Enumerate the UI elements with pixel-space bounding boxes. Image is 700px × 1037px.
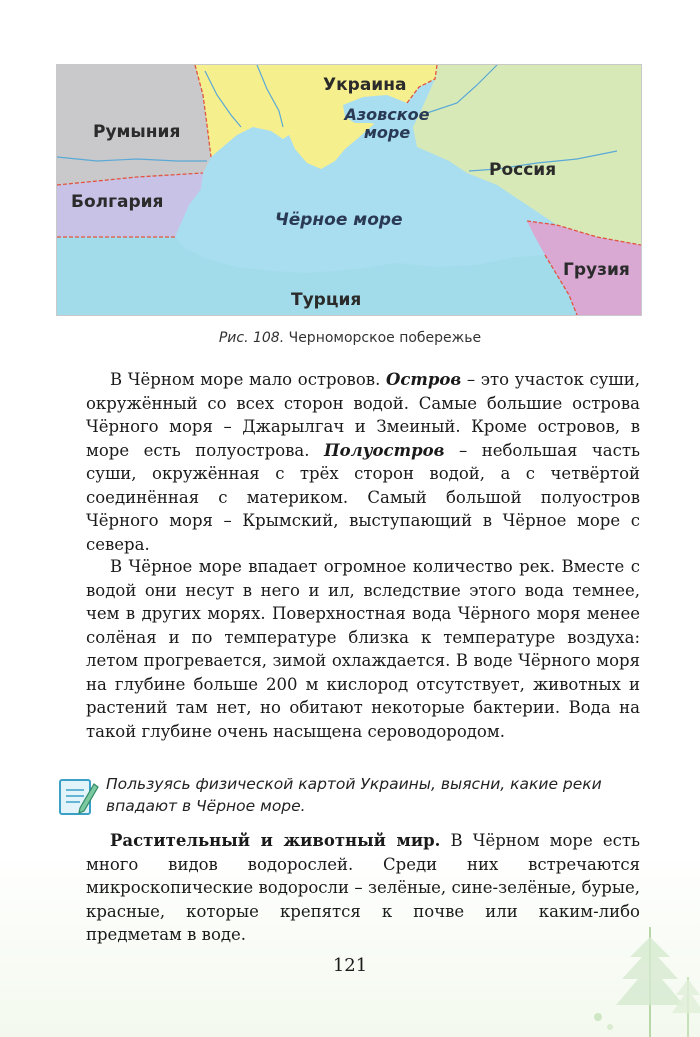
task-text: Пользуясь физической картой Украины, выясни, какие реки впадают в Чёрное море. [106, 775, 602, 815]
term-island: Остров [385, 370, 462, 389]
section-heading: Растительный и животный мир. [110, 831, 441, 850]
p1-text-3: – небольшая часть суши, окружённая с трёх сторон водой, а с четвёртой соединённая с материком. Самый большой полуостров Чёрного моря – Крымский, выступающий в Чёрное море с севера. [86, 440, 640, 554]
label-georgia: Грузия [563, 260, 630, 280]
pencil-notebook-icon [58, 776, 100, 818]
figure-caption [0, 330, 700, 346]
paragraph-islands [86, 368, 640, 556]
page-number: 121 [332, 955, 368, 976]
paragraph-3 [86, 829, 640, 947]
label-azov-line1: Азовское [344, 105, 430, 124]
label-bulgaria: Болгария [71, 192, 164, 212]
label-turkey: Турция [291, 290, 362, 310]
label-romania: Румыния [93, 122, 181, 142]
paragraph-flora-fauna [86, 829, 640, 947]
p3-text: В Чёрном море есть много видов водорослей. Среди них встречаются микроскопические водоросли – зелёные, сине-зелёные, бурые, красные, которые крепятся к почве или каким-либо предметам в воде. [86, 831, 640, 944]
label-ukraine: Украина [323, 75, 407, 95]
figure-title: Черноморское побережье [288, 330, 482, 346]
term-peninsula: Полуостров [324, 440, 445, 460]
paragraph-1 [86, 368, 640, 556]
task-box [56, 774, 640, 826]
black-sea-map [56, 64, 642, 316]
label-black-sea: Чёрное море [275, 210, 403, 230]
map-svg [57, 65, 641, 315]
figure-number: Рис. 108. [218, 330, 285, 346]
label-russia: Россия [489, 160, 557, 180]
paragraph-rivers [86, 555, 640, 743]
paragraph-2: В Чёрное море впадает огромное количество рек. Вместе с водой они несут в него и ил, вследствие этого вода темнее, чем в других морях. Поверхностная вода Чёрного моря менее солёная и по температуре близка к температуре воздуха: летом прогревается, зимой охлаждается. В воде Чёрного моря на глубине больше 200 м кислород отсутствует, животных и растений там нет, но обитают некоторые бактерии. Вода на такой глубине очень насыщена сероводородом. [86, 557, 640, 741]
label-azov-line2: море [363, 123, 411, 142]
p1-text-2: – это участок суши, окружённый со всех сторон водой. Самые большие острова Чёрного моря – Джарылгач и Змеиный. Кроме островов, в море есть полуострова. [86, 370, 640, 460]
p1-text-1: В Чёрном море мало островов. [110, 370, 386, 389]
